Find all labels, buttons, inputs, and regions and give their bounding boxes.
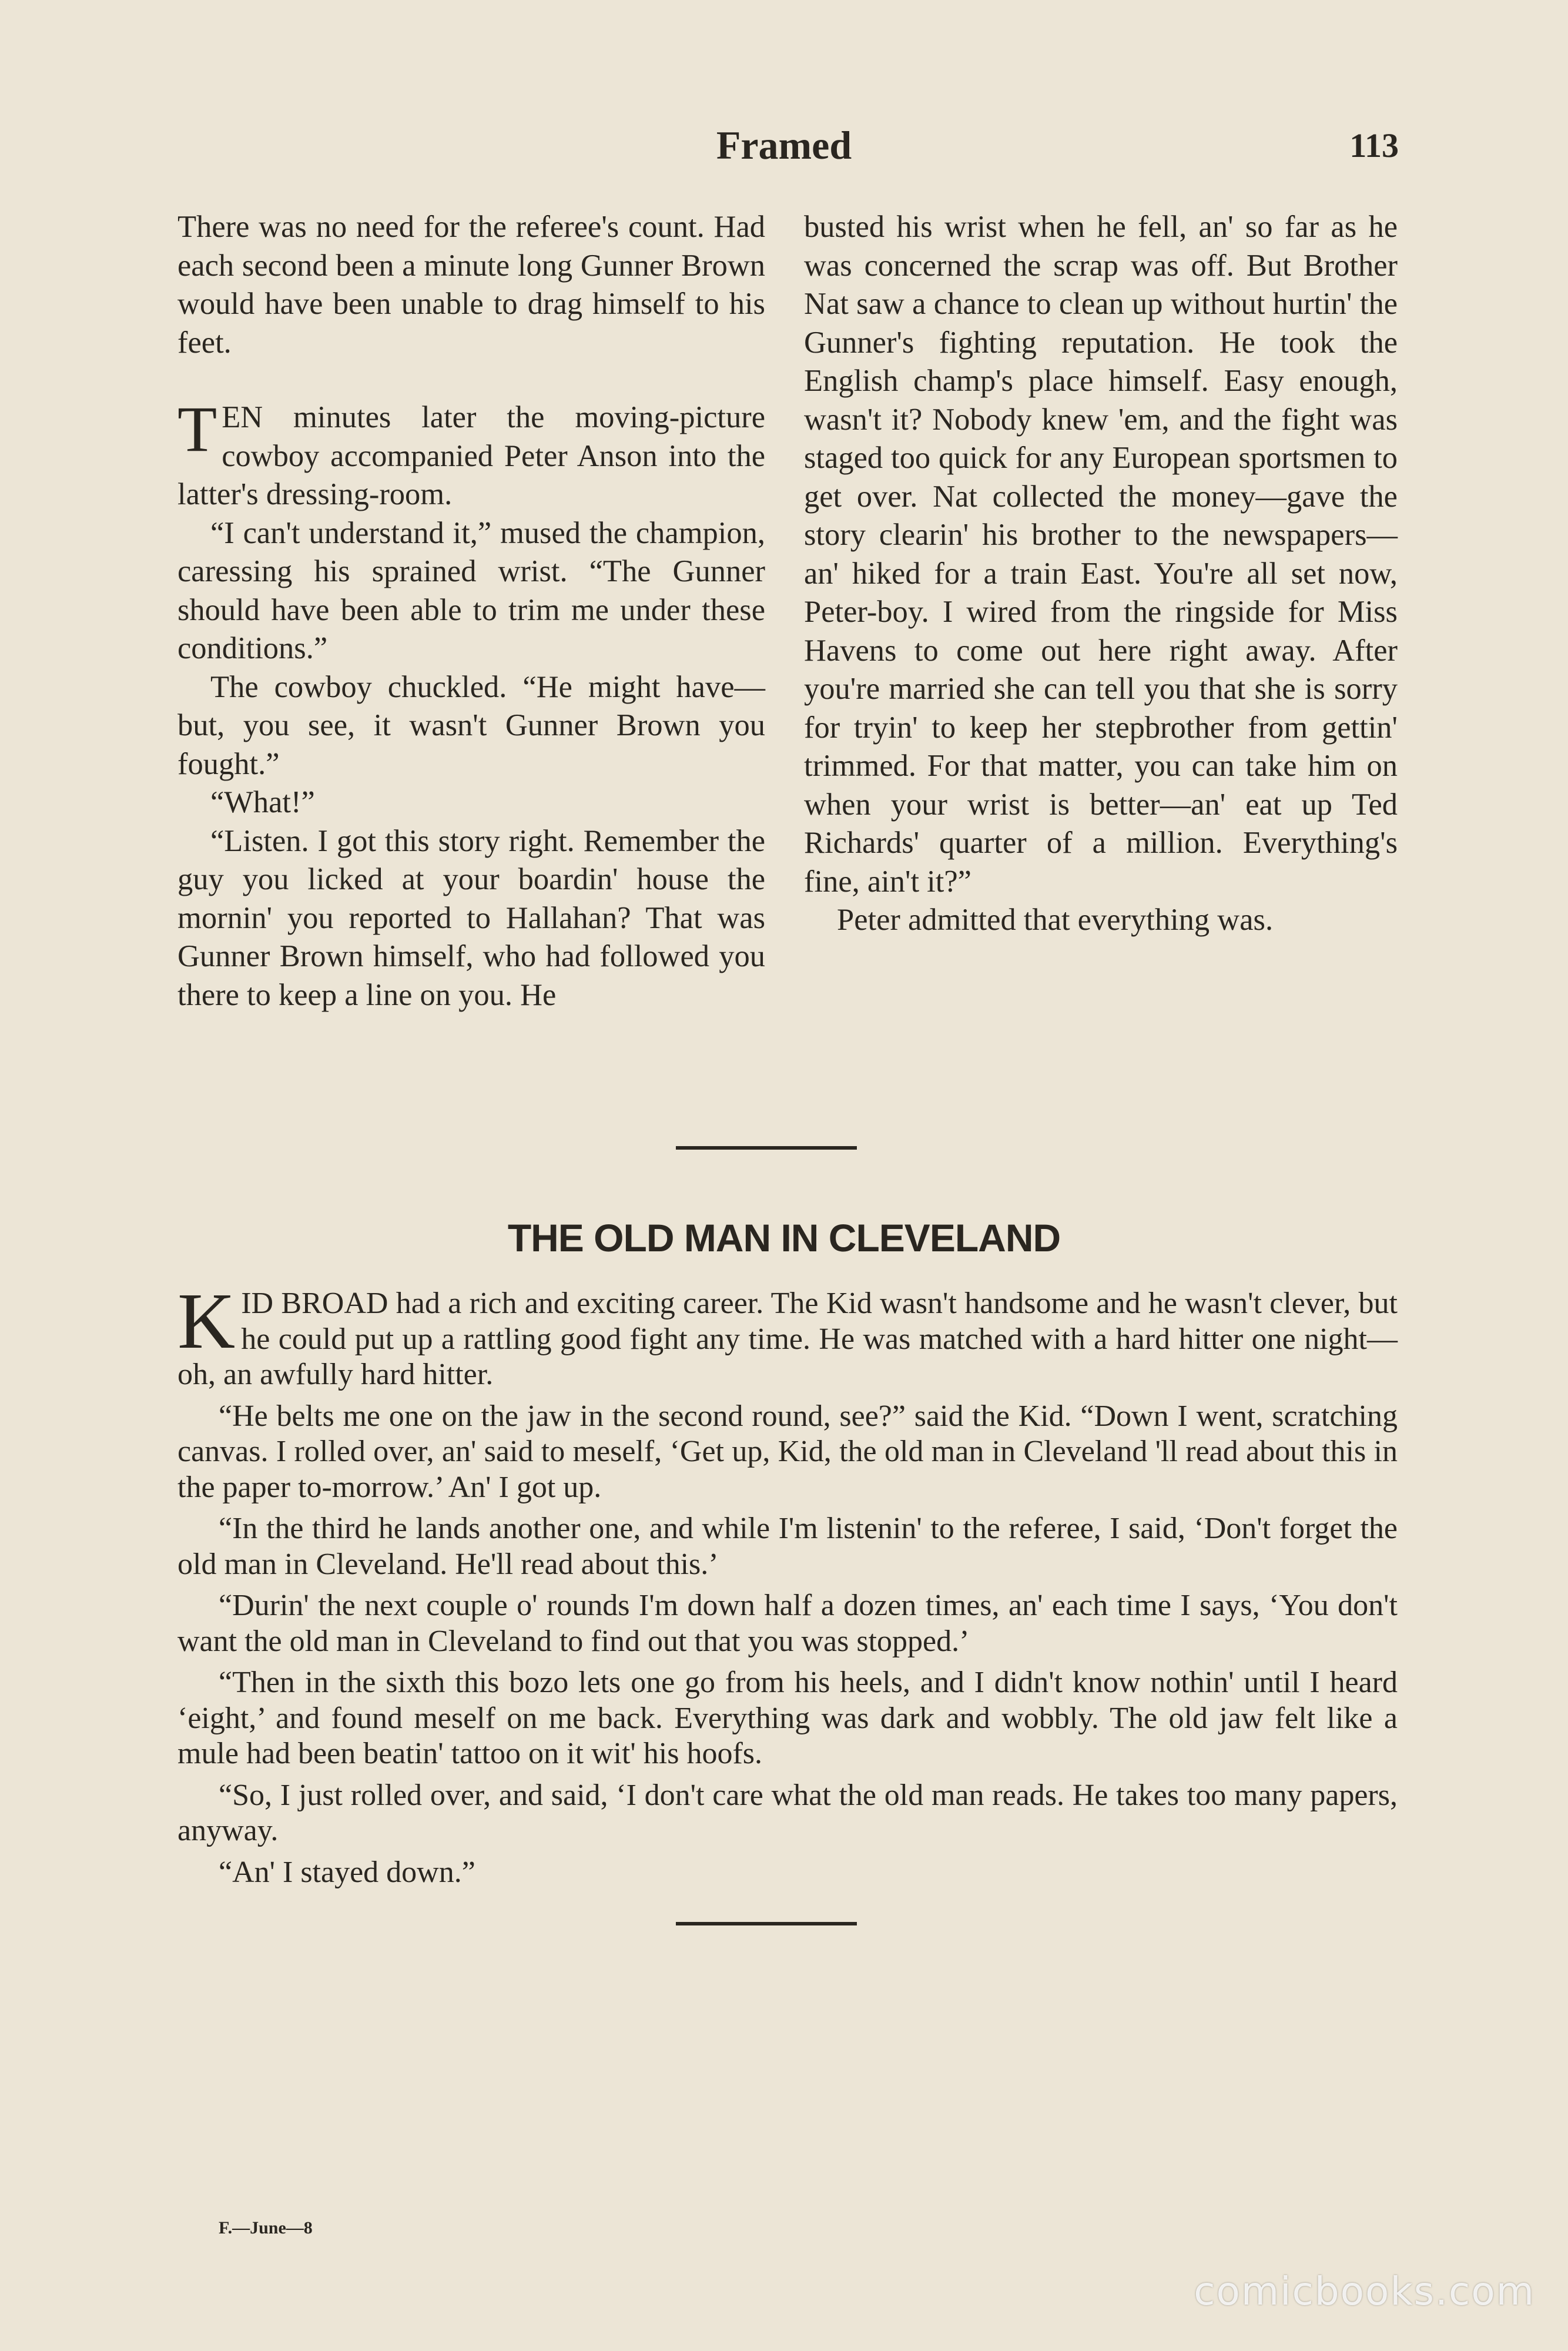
drop-cap: K [177, 1277, 236, 1365]
paragraph: “Listen. I got this story right. Remember the guy you licked at your boardin' house the mornin' you reported to Hallahan? That was Gunner Brown himself, who had followed you there to keep a line on you. He [177, 823, 765, 1012]
paragraph: “So, I just rolled over, and said, ‘I don't care what the old man reads. He takes too many papers, anyway. [177, 1778, 1398, 1847]
paragraph [177, 1277, 1398, 1393]
paragraph: “An' I stayed down.” [219, 1855, 475, 1889]
signature-mark: F.—June—8 [219, 2218, 313, 2238]
paragraph: busted his wrist when he fell, an' so far as he was concerned the scrap was off. But Brother Nat saw a chance to clean up without hurtin' the Gunner's fighting reputation. He took the English champ's place himself. Easy enough, wasn't it? Nobody knew 'em, and the fight was staged too quick for any European sportsmen to get over. Nat collected the money—gave the story clearin' his brother to the newspapers—an' hiked for a train East. You're all set now, Peter-boy. I wired from the ringside for Miss Havens to come out here right away. After you're married she can tell you that she is sorry for tryin' to keep her stepbrother from gettin' trimmed. For that matter, you can take him on when your wrist is better—an' eat up Ted Richards' quarter of a million. Everything's fine, ain't it?” [804, 210, 1398, 899]
paragraph: There was no need for the referee's count. Had each second been a minute long Gunner Brown would have been unable to drag himself to his feet. [177, 210, 765, 360]
paragraph: “Then in the sixth this bozo lets one go from his heels, and I didn't know nothin' until I heard ‘eight,’ and found meself on me back. Everything was dark and wobbly. The old jaw felt like a mule had been beatin' tattoo on it wit' his hoofs. [177, 1666, 1398, 1770]
paragraph: “Durin' the next couple o' rounds I'm down half a dozen times, an' each time I says, ‘You don't want the old man in Cleveland to find out that you was stopped.’ [177, 1589, 1398, 1658]
paragraph [177, 393, 765, 514]
paragraph: The cowboy chuckled. “He might have—but, you see, it wasn't Gunner Brown you fought.” [177, 669, 765, 781]
left-column [177, 208, 765, 1014]
paragraph-text: ID BROAD had a rich and exciting career. The Kid wasn't handsome and he wasn't clever, but he could put up a rattling good fight any time. He was matched with a hard hitter one night—oh, an awfully hard hitter. [177, 1287, 1398, 1391]
story-title: THE OLD MAN IN CLEVELAND [507, 1216, 1061, 1260]
story-body [177, 1277, 1398, 1896]
paragraph: “In the third he lands another one, and while I'm listenin' to the referee, I said, ‘Don't forget the old man in Cleveland. He'll read about this.’ [177, 1512, 1398, 1581]
drop-cap: T [177, 393, 217, 465]
page-number: 113 [1349, 126, 1399, 165]
end-divider [676, 1922, 857, 1925]
watermark: comicbooks.com [1194, 2269, 1535, 2314]
section-divider [676, 1146, 857, 1150]
right-column [804, 208, 1398, 940]
running-header-title: Framed [716, 123, 852, 168]
paragraph: “What!” [210, 785, 315, 819]
paragraph: “He belts me one on the jaw in the second round, see?” said the Kid. “Down I went, scratching canvas. I rolled over, an' said to meself, ‘Get up, Kid, the old man in Cleveland 'll read about this in the paper to-morrow.’ An' I got up. [177, 1399, 1398, 1504]
paragraph: “I can't understand it,” mused the champion, caressing his sprained wrist. “The Gunner should have been able to trim me under these conditions.” [177, 515, 765, 665]
paragraph-text: EN minutes later the moving-picture cowboy accompanied Peter Anson into the latter's dressing-room. [177, 400, 765, 511]
paragraph: Peter admitted that everything was. [837, 903, 1274, 937]
